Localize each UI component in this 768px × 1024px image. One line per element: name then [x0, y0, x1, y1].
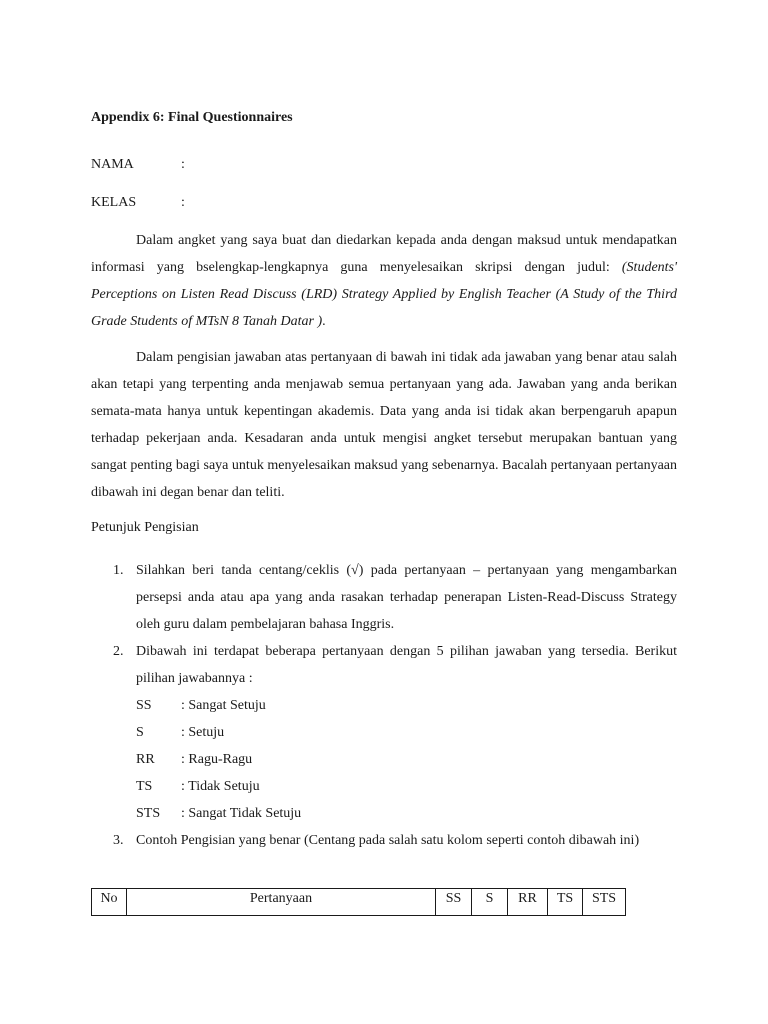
list-item: 1. Silahkan beri tanda centang/ceklis (√) pada pertanyaan – pertanyaan yang mengambarkan persepsi anda atau apa yang anda rasakan terhadap penerapan Listen-Read-Discuss Strategy oleh guru dalam pembelajaran bahasa Inggris. [113, 563, 677, 632]
questionnaire-table [91, 888, 626, 916]
option-sts: STS : Sangat Tidak Setuju [136, 806, 302, 821]
list-item: 3. Contoh Pengisian yang benar (Centang pada salah satu kolom seperti contoh dibawah ini) [113, 833, 640, 848]
thesis-title: (Students' Perceptions on Listen Read Discuss (LRD) Strategy Applied by English Teacher (A Study of the Third Grade Students of MTsN 8 Tanah Datar ) [91, 260, 677, 329]
option-ts: TS : Tidak Setuju [136, 779, 260, 794]
header-sts: STS [583, 889, 626, 916]
header-no: No [92, 889, 127, 916]
header-s: S [472, 889, 508, 916]
header-question: Pertanyaan [127, 889, 436, 916]
class-label: KELAS [91, 195, 137, 210]
option-ss: SS : Sangat Setuju [136, 698, 266, 713]
header-rr: RR [508, 889, 548, 916]
instructions-heading: Petunjuk Pengisian [91, 520, 199, 535]
class-field [91, 195, 185, 211]
header-ss: SS [436, 889, 472, 916]
table-header-row [92, 889, 626, 916]
instruction-text: Dalam pengisian jawaban atas pertanyaan di bawah ini tidak ada jawaban yang benar atau salah akan tetapi yang terpenting anda menjawab semua pertanyaan yang ada. Jawaban yang anda berikan semata-mata hanya untuk kepentingan akademis. Data yang anda isi tidak akan berpengaruh apapun terhadap pekerjaan anda. Kesadaran anda untuk mengisi angket tersebut merupakan bantuan yang sangat penting bagi saya untuk menyelesaikan maksud yang sebenarnya. Bacalah pertanyaan pertanyaan dibawah ini degan benar dan teliti. [91, 350, 677, 500]
header-ts: TS [548, 889, 583, 916]
option-rr: RR : Ragu-Ragu [136, 752, 253, 767]
name-field [91, 157, 185, 173]
name-label: NAMA [91, 157, 134, 172]
instruction-paragraph [91, 344, 677, 506]
document-title: Appendix 6: Final Questionnaires [91, 110, 293, 125]
instructions-list [91, 557, 677, 854]
intro-text: Dalam angket yang saya buat dan diedarkan kepada anda dengan maksud untuk mendapatkan informasi yang bselengkap-lengkapnya guna menyelesaikan skripsi dengan judul: [91, 233, 677, 275]
option-s: S : Setuju [136, 725, 225, 740]
list-item: 2. Dibawah ini terdapat beberapa pertanyaan dengan 5 pilihan jawaban yang tersedia. Berikut pilihan jawabannya : SS : Sangat Setuju S : Setuju RR : Ragu-Ragu TS : Tidak Setuju STS : Sangat Tidak Setuju [91, 638, 677, 827]
name-separator: : [181, 157, 185, 172]
intro-paragraph: Dalam angket yang saya buat dan diedarkan kepada anda dengan maksud untuk mendapatkan informasi yang bselengkap-lengkapnya guna menyelesaikan skripsi dengan judul: (Students' Perceptions on Listen Read Discuss (LRD) Strategy Applied by English Teacher (A Study of the Third Grade Students of MTsN 8 Tanah Datar ). [91, 233, 677, 329]
class-separator: : [181, 195, 185, 210]
